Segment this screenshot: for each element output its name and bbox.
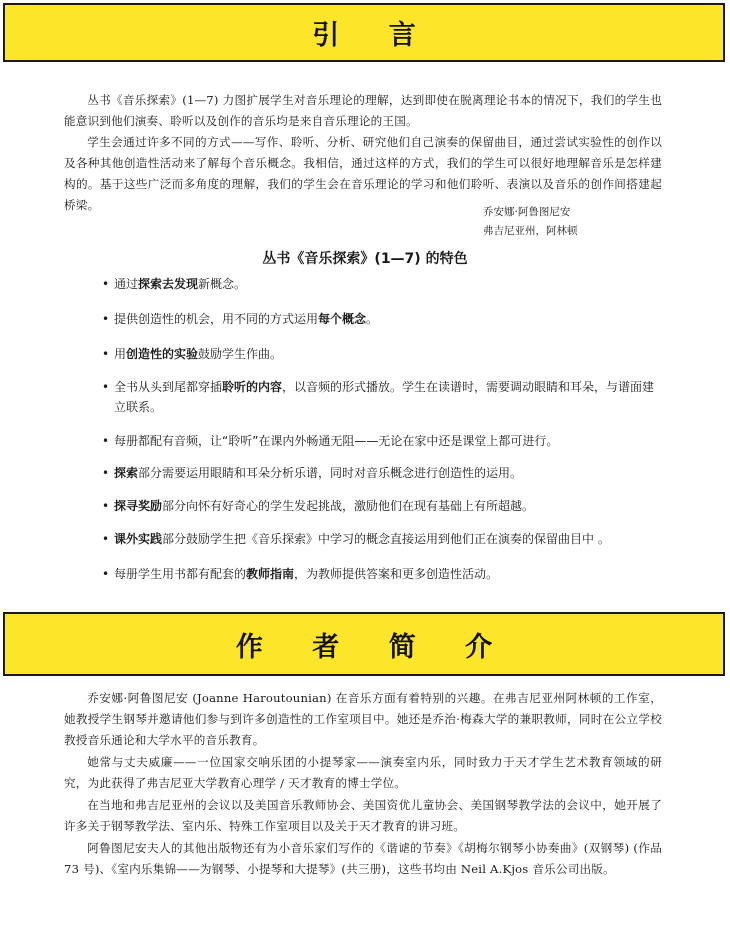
bullet: • — [102, 277, 110, 291]
author-paragraph-1: 乔安娜·阿鲁图尼安 (Joanne Haroutounian) 在音乐方面有着特别的兴趣。在弗吉尼亚州阿林顿的工作室，她教授学生钢琴并邀请他们参与到许多创造性的工作室项目中。她还是乔治·梅森大学的兼职教师，同时在公立学校教授音乐通论和大学水平的音乐教育。 — [64, 691, 662, 747]
bullet: • — [102, 567, 110, 581]
intro-paragraph-2: 学生会通过许多不同的方式——写作、聆听、分析、研究他们自己演奏的保留曲目，通过尝试实验性的创作以及各种其他创造性活动来了解每个音乐概念。我相信，通过这样的方式，我们的学生可以很好地理解音乐是怎样建构的。基于这些广泛而多角度的理解，我们的学生会在音乐理论的学习和他们聆听、表演以及音乐的创作间搭建起桥梁。 — [64, 135, 662, 212]
intro-paragraph-1: 丛书《音乐探索》(1—7) 力图扩展学生对音乐理论的理解，达到即使在脱离理论书本的情况下，我们的学生也能意识到他们演奏、聆听以及创作的音乐均是来自音乐理论的王国。 — [64, 93, 662, 128]
intro-banner — [3, 3, 725, 62]
bullet: • — [102, 380, 110, 394]
signature-place: 弗吉尼亚州，阿林顿 — [483, 225, 578, 237]
features-title: 丛书《音乐探索》(1—7) 的特色 — [262, 251, 468, 267]
author-paragraph-4: 阿鲁图尼安夫人的其他出版物还有为小音乐家们写作的《谐谑的节奏》《胡梅尔钢琴小协奏曲》(双钢琴) (作品 73 号)、《室内乐集锦——为钢琴、小提琴和大提琴》(共三册)，这些书均由 Neil A.Kjos 音乐公司出版。 — [64, 841, 662, 876]
bullet: • — [102, 312, 110, 326]
author-paragraph-2: 她常与丈夫威廉——一位国家交响乐团的小提琴家——演奏室内乐，同时致力于天才学生艺术教育领域的研究，为此获得了弗吉尼亚大学教育心理学 / 天才教育的博士学位。 — [64, 755, 662, 790]
feature-item: • 提供创造性的机会，用不同的方式运用每个概念。 — [102, 309, 662, 329]
author-banner — [3, 612, 725, 676]
bullet: • — [102, 434, 110, 448]
feature-item: • 课外实践部分鼓励学生把《音乐探索》中学习的概念直接运用到他们正在演奏的保留曲目中 。 — [102, 529, 662, 549]
author-title: 作 者 简 介 — [235, 631, 513, 663]
bullet: • — [102, 532, 110, 546]
feature-item: • 每册都配有音频，让“聆听”在课内外畅通无阻——无论在家中还是课堂上都可进行。 — [102, 431, 662, 451]
feature-item: • 探寻奖励部分向怀有好奇心的学生发起挑战，激励他们在现有基础上有所超越。 — [102, 496, 662, 516]
bullet: • — [102, 466, 110, 480]
signature-name: 乔安娜·阿鲁图尼安 — [483, 206, 571, 218]
intro-title: 引 言 — [312, 20, 436, 51]
feature-item: • 每册学生用书都有配套的教师指南，为教师提供答案和更多创造性活动。 — [102, 564, 662, 584]
feature-item: • 通过探索去发现新概念。 — [102, 274, 662, 294]
feature-item: • 用创造性的实验鼓励学生作曲。 — [102, 344, 662, 364]
feature-item: • 探索部分需要运用眼睛和耳朵分析乐谱，同时对音乐概念进行创造性的运用。 — [102, 463, 662, 483]
author-paragraph-3: 在当地和弗吉尼亚州的会议以及美国音乐教师协会、美国资优儿童协会、美国钢琴教学法的会议中，她开展了许多关于钢琴教学法、室内乐、特殊工作室项目以及关于天才教育的讲习班。 — [64, 798, 662, 833]
feature-item: • 全书从头到尾都穿插聆听的内容，以音频的形式播放。学生在读谱时，需要调动眼睛和耳朵，与谱面建立联系。 — [102, 377, 662, 417]
bullet: • — [102, 347, 110, 361]
bullet: • — [102, 499, 110, 513]
